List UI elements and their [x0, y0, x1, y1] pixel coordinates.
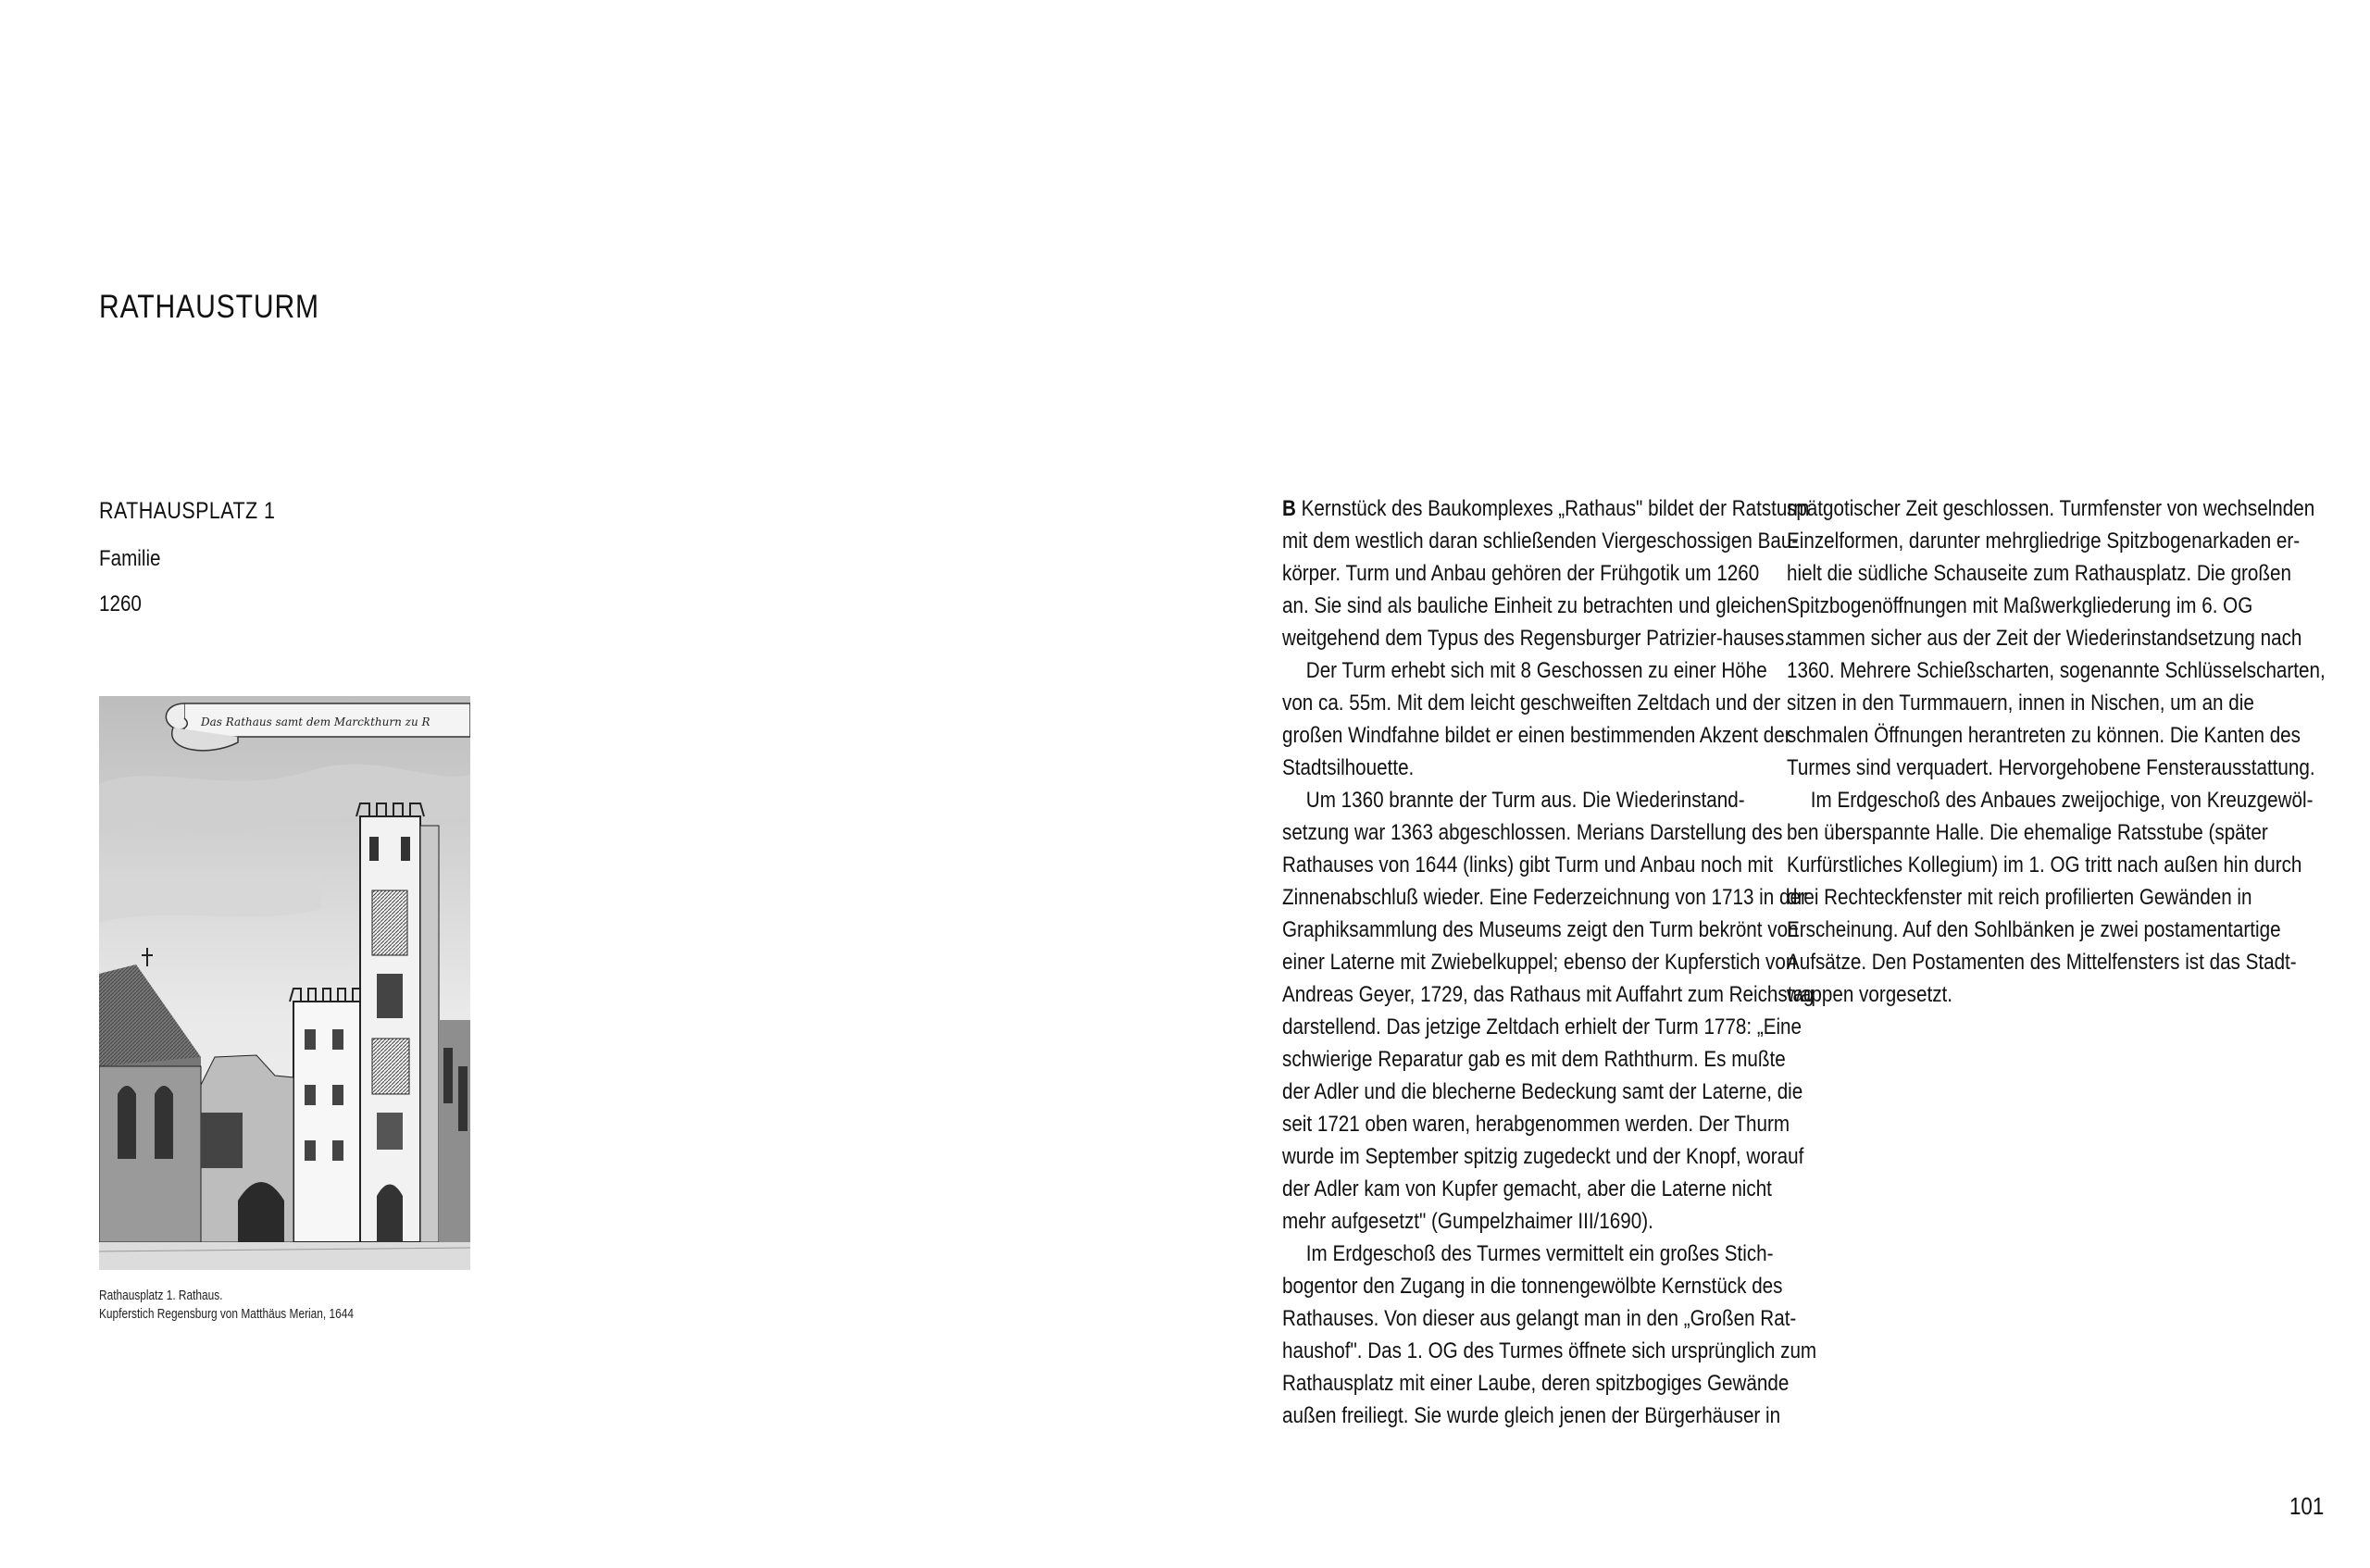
page-number: 101 [2289, 1492, 2325, 1520]
engraving-image [99, 696, 470, 1270]
text-line: Stadtsilhouette. [1282, 755, 1415, 780]
text-line: darstellend. Das jetzige Zeltdach erhielt der Turm 1778: „Eine [1282, 1014, 1802, 1039]
text-line: Kurfürstliches Kollegium) im 1. OG tritt nach außen hin durch [1787, 852, 2302, 877]
text-line: großen Windfahne bildet er einen bestimmenden Akzent der [1282, 723, 1791, 748]
page-title: RATHAUSTURM [99, 289, 319, 325]
text-line: hielt die südliche Schauseite zum Rathausplatz. Die großen [1787, 561, 2291, 586]
text-line: ben überspannte Halle. Die ehemalige Ratsstube (später [1787, 820, 2268, 845]
text-line: Graphiksammlung des Museums zeigt den Turm bekrönt von [1282, 917, 1799, 942]
text-line: 1360. Mehrere Schießscharten, sogenannte Schlüsselscharten, [1787, 658, 2326, 683]
year-label: 1260 [99, 591, 142, 616]
text-line: B Kernstück des Baukomplexes „Rathaus" bildet der Ratsturm [1282, 496, 1810, 521]
text-line: spätgotischer Zeit geschlossen. Turmfenster von wechselnden [1787, 496, 2315, 521]
text-line: stammen sicher aus der Zeit der Wiederinstandsetzung nach [1787, 626, 2302, 651]
text-line: seit 1721 oben waren, herabgenommen werden. Der Thurm [1282, 1112, 1790, 1137]
text-line: einer Laterne mit Zwiebelkuppel; ebenso der Kupferstich von [1282, 950, 1797, 975]
text-line: Turmes sind verquadert. Hervorgehobene Fensterausstattung. [1787, 755, 2315, 780]
banner-text: Das Rathaus samt dem Marckthurn zu R [201, 716, 430, 728]
text-line: Aufsätze. Den Postamenten des Mittelfensters ist das Stadt- [1787, 950, 2297, 975]
text-line: Um 1360 brannte der Turm aus. Die Wiederinstand- [1305, 788, 1745, 813]
text-column-right [1787, 492, 2326, 1011]
text-line: Einzelformen, darunter mehrgliedrige Spitzbogenarkaden er- [1787, 529, 2301, 554]
text-line: haushof". Das 1. OG des Turmes öffnete sich ursprünglich zum [1282, 1338, 1817, 1363]
text-line: Spitzbogenöffnungen mit Maßwerkgliederung im 6. OG [1787, 593, 2253, 618]
text-line: der Adler und die blecherne Bedeckung samt der Laterne, die [1282, 1079, 1803, 1104]
text-line: weitgehend dem Typus des Regensburger Patrizier-hauses. [1282, 626, 1790, 651]
text-line: sitzen in den Turmmauern, innen in Nischen, um an die [1787, 691, 2254, 716]
text-line: Der Turm erhebt sich mit 8 Geschossen zu einer Höhe [1305, 658, 1767, 683]
text-line: außen freiliegt. Sie wurde gleich jenen der Bürgerhäuser in [1282, 1403, 1781, 1428]
address-heading: RATHAUSPLATZ 1 [99, 498, 276, 524]
text-line: wurde im September spitzig zugedeckt und der Knopf, worauf [1282, 1144, 1804, 1169]
text-line: mehr aufgesetzt" (Gumpelzhaimer III/1690). [1282, 1209, 1653, 1234]
text-line: Rathausplatz mit einer Laube, deren spitzbogiges Gewände [1282, 1371, 1790, 1396]
text-line: körper. Turm und Anbau gehören der Frühgotik um 1260 [1282, 561, 1760, 586]
text-line: der Adler kam von Kupfer gemacht, aber die Laterne nicht [1282, 1176, 1772, 1201]
text-column-left [1282, 492, 1817, 1432]
text-line: Erscheinung. Auf den Sohlbänken je zwei postamentartige [1787, 917, 2281, 942]
text-line: schwierige Reparatur gab es mit dem Raththurm. Es mußte [1282, 1047, 1786, 1072]
caption-line: Kupferstich Regensburg von Matthäus Merian, 1644 [99, 1307, 354, 1322]
text-line: drei Rechteckfenster mit reich profilierten Gewänden in [1787, 885, 2252, 910]
text-line: wappen vorgesetzt. [1787, 982, 1952, 1007]
text-line: Im Erdgeschoß des Anbaues zweijochige, von Kreuzgewöl- [1810, 788, 2314, 813]
text-line: schmalen Öffnungen herantreten zu können. Die Kanten des [1787, 723, 2301, 748]
caption-line: Rathausplatz 1. Rathaus. [99, 1288, 223, 1303]
text-line: an. Sie sind als bauliche Einheit zu betrachten und gleichen [1282, 593, 1788, 618]
text-line: bogentor den Zugang in die tonnengewölbte Kernstück des [1282, 1274, 1783, 1299]
text-line: Rathauses. Von dieser aus gelangt man in den „Großen Rat- [1282, 1306, 1797, 1331]
text-line: setzung war 1363 abgeschlossen. Merians Darstellung des [1282, 820, 1783, 845]
rathaus-engraving-drawing [99, 696, 470, 1270]
owner-label: Familie [99, 546, 161, 571]
image-caption [99, 1287, 354, 1324]
text-line: von ca. 55m. Mit dem leicht geschweiften Zeltdach und der [1282, 691, 1781, 716]
text-line: Andreas Geyer, 1729, das Rathaus mit Auffahrt zum Reichstag [1282, 982, 1815, 1007]
text-line: Rathauses von 1644 (links) gibt Turm und Anbau noch mit [1282, 852, 1774, 877]
text-line: Im Erdgeschoß des Turmes vermittelt ein großes Stich- [1305, 1241, 1774, 1266]
text-line: mit dem westlich daran schließenden Viergeschossigen Bau- [1282, 529, 1799, 554]
text-line: Zinnenabschluß wieder. Eine Federzeichnung von 1713 in der [1282, 885, 1807, 910]
